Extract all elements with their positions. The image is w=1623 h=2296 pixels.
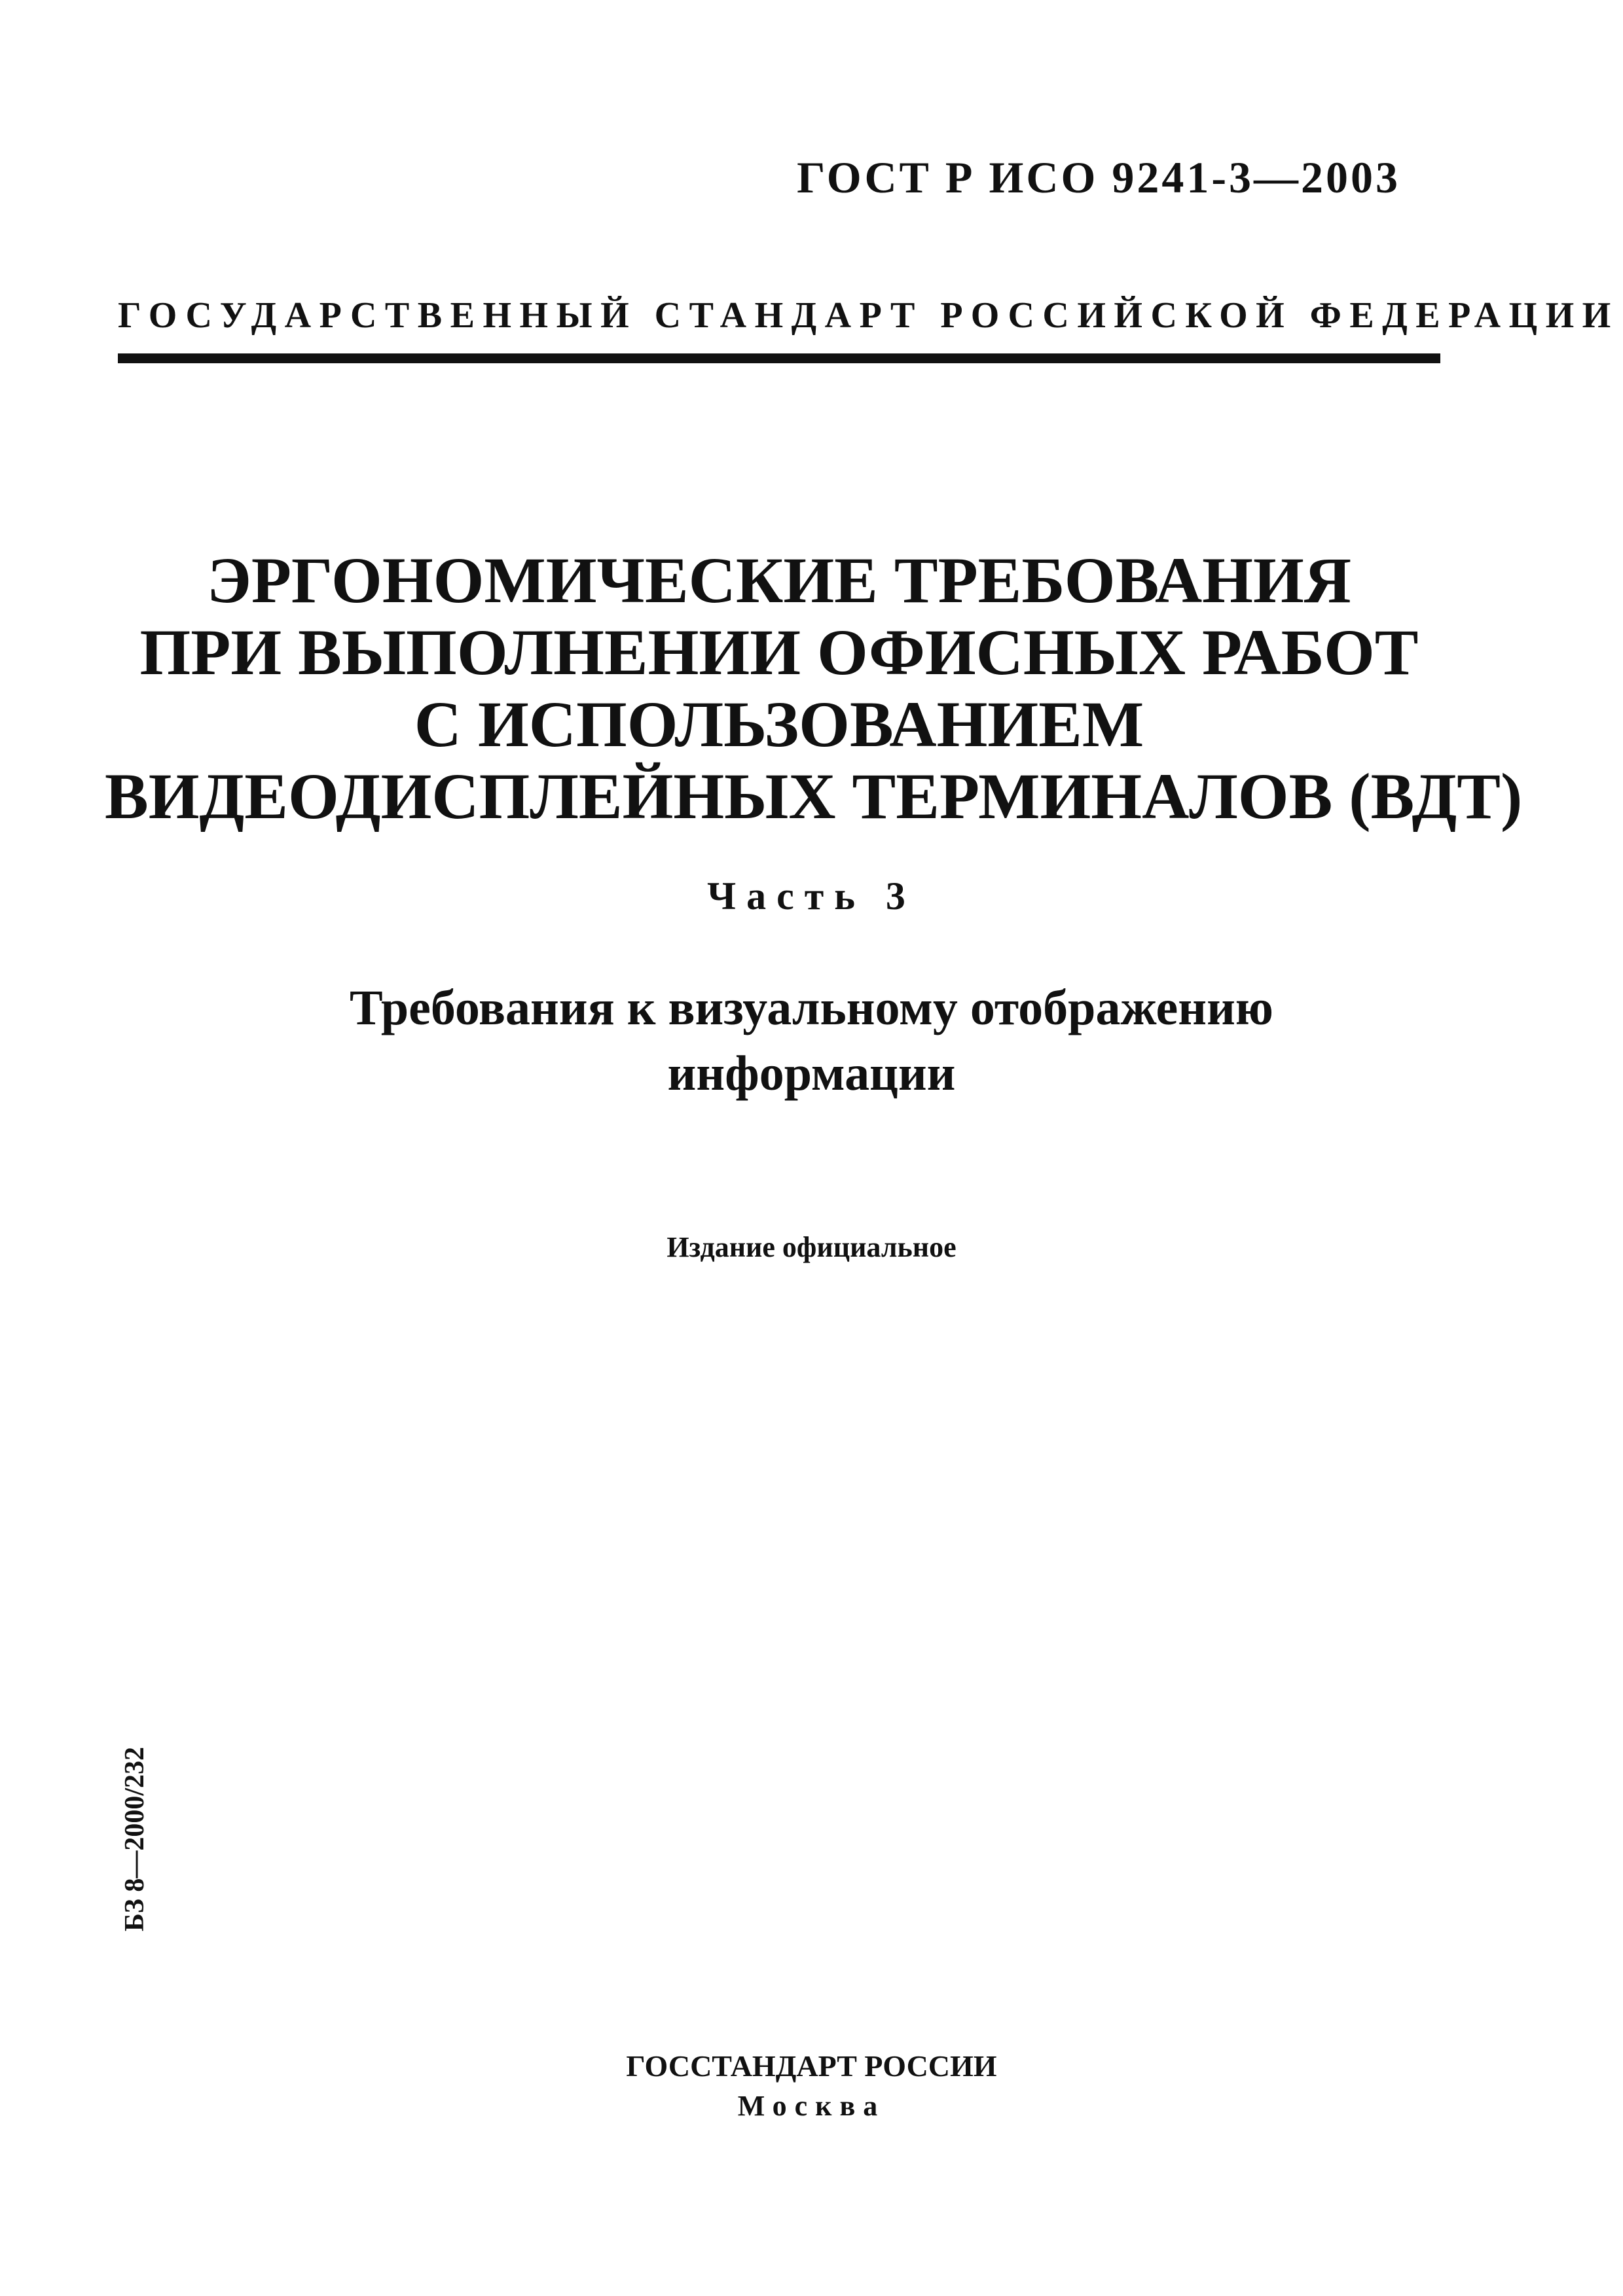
document-title <box>105 544 1523 833</box>
title-line: ВИДЕОДИСПЛЕЙНЫХ ТЕРМИНАЛОВ (ВДТ) <box>105 760 1523 833</box>
part-label: Часть 3 <box>707 874 916 918</box>
document-subtitle <box>0 975 1623 1106</box>
title-line: ЭРГОНОМИЧЕСКИЕ ТРЕБОВАНИЯ <box>207 544 1351 617</box>
publication-city: Москва <box>737 2090 886 2122</box>
subtitle-line: Требования к визуальному отображению <box>350 980 1273 1035</box>
publisher: ГОССТАНДАРТ РОССИИ <box>626 2049 997 2083</box>
standard-type-heading: ГОСУДАРСТВЕННЫЙ СТАНДАРТ РОССИЙСКОЙ ФЕДЕРАЦИИ <box>118 295 1619 336</box>
standard-designation: ГОСТ Р ИСО 9241-3—2003 <box>797 152 1400 202</box>
title-line: ПРИ ВЫПОЛНЕНИИ ОФИСНЫХ РАБОТ <box>139 616 1419 689</box>
title-line: С ИСПОЛЬЗОВАНИЕМ <box>414 688 1144 761</box>
side-code: БЗ 8—2000/232 <box>120 1746 150 1932</box>
subtitle-line: информации <box>667 1046 956 1101</box>
header-divider <box>118 353 1440 363</box>
edition-note: Издание официальное <box>666 1231 957 1263</box>
